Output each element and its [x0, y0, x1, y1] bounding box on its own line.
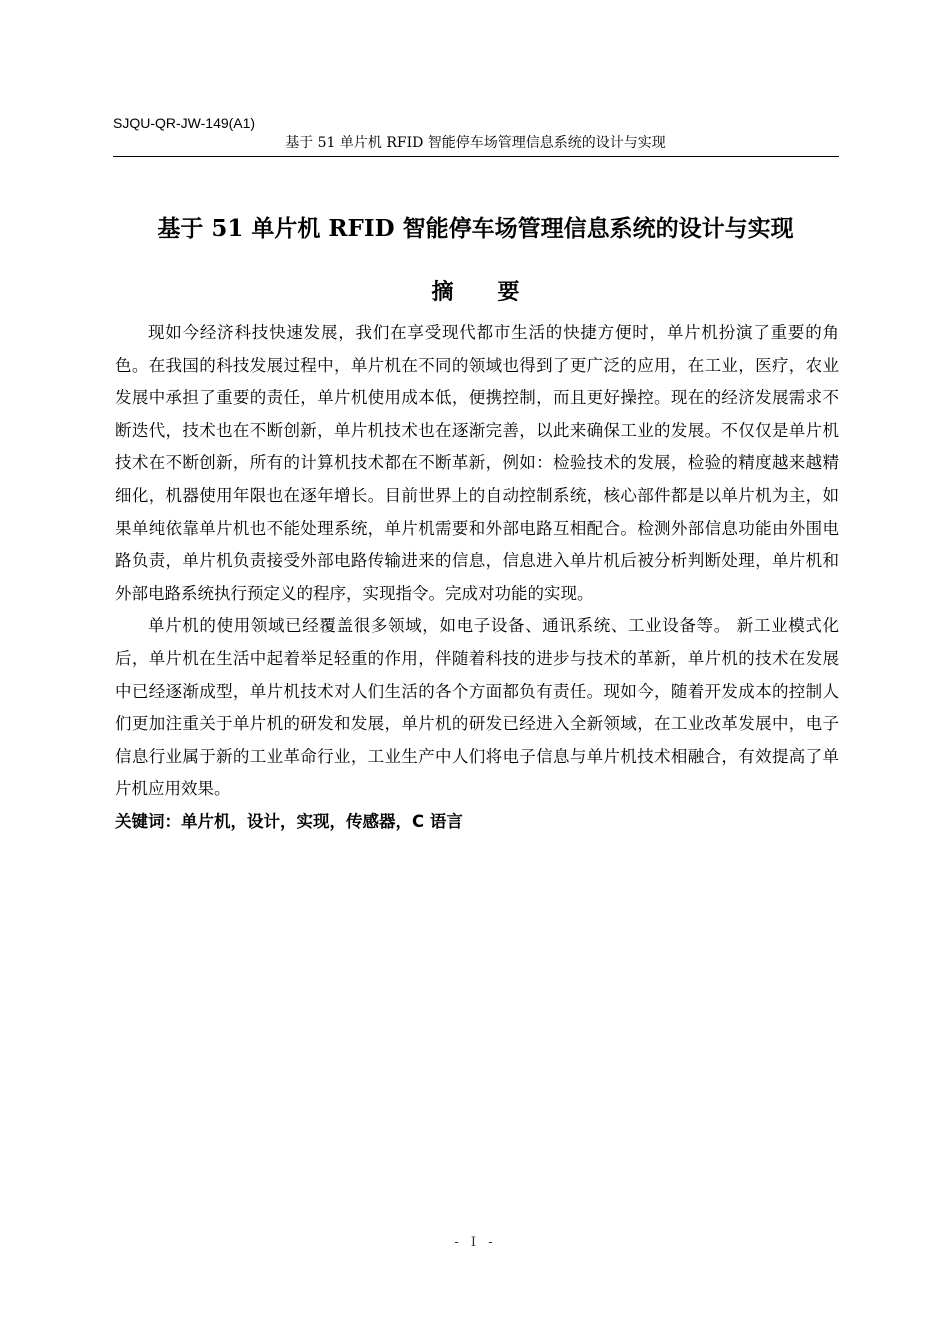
document-title: 基于 51 单片机 RFID 智能停车场管理信息系统的设计与实现 [157, 215, 794, 243]
header-rule [113, 156, 839, 157]
abstract-paragraph: 单片机的使用领域已经覆盖很多领域，如电子设备、通讯系统、工业设备等。 新工业模式化后，单片机在生活中起着举足轻重的作用，伴随着科技的进步与技术的革新，单片机的技术在发展中已经逐渐成型，单片机技术对人们生活的各个方面都负有责任。现如今，随着开发成本的控制人们更加注重关于单片机的研发和发展，单片机的研发已经进入全新领域，在工业改革发展中，电子信息行业属于新的工业革命行业，工业生产中人们将电子信息与单片机技术相融合，有效提高了单片机应用效果。 [115, 616, 839, 799]
keywords-line: 关键词：单片机，设计，实现，传感器，C 语言 [115, 811, 463, 831]
document-code: SJQU-QR-JW-149(A1) [113, 115, 256, 131]
page-number: - I - [454, 1235, 497, 1250]
abstract-paragraph: 现如今经济科技快速发展，我们在享受现代都市生活的快捷方便时，单片机扮演了重要的角色。在我国的科技发展过程中，单片机在不同的领域也得到了更广泛的应用，在工业，医疗，农业发展中承担了重要的责任，单片机使用成本低，便携控制，而且更好操控。现在的经济发展需求不断迭代，技术也在不断创新，单片机技术也在逐渐完善，以此来确保工业的发展。不仅仅是单片机技术在不断创新，所有的计算机技术都在不断革新，例如：检验技术的发展，检验的精度越来越精细化，机器使用年限也在逐年增长。目前世界上的自动控制系统，核心部件都是以单片机为主，如果单纯依靠单片机也不能处理系统，单片机需要和外部电路互相配合。检测外部信息功能由外围电路负责，单片机负责接受外部电路传输进来的信息，信息进入单片机后被分析判断处理，单片机和外部电路系统执行预定义的程序，实现指令。完成对功能的实现。 [115, 323, 839, 603]
abstract-heading: 摘要 [431, 279, 564, 306]
abstract-body [115, 317, 839, 838]
running-header: 基于 51 单片机 RFID 智能停车场管理信息系统的设计与实现 [285, 135, 666, 151]
